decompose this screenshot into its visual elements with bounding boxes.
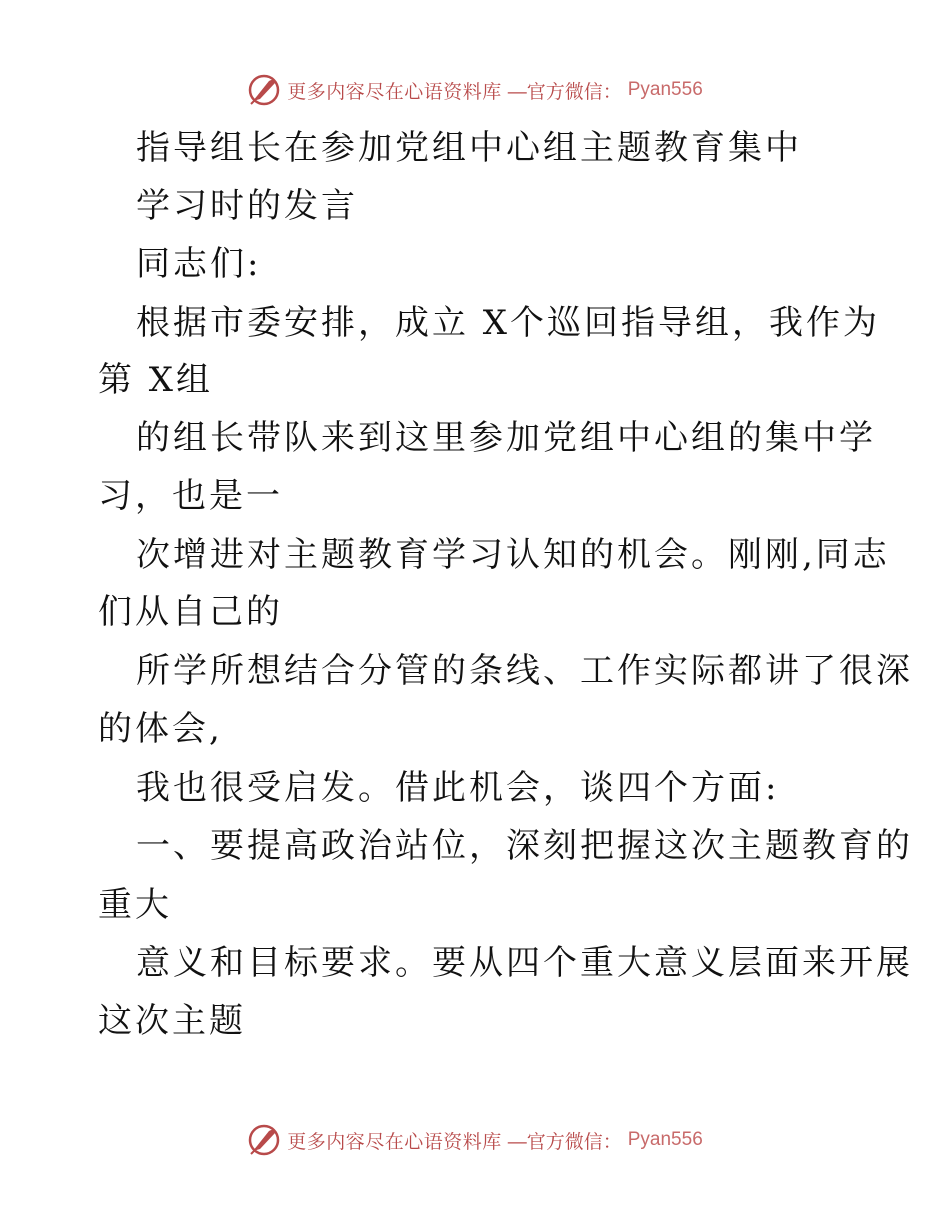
salutation: 同志们: xyxy=(136,244,262,284)
paragraph-line: 的体会, xyxy=(98,709,223,749)
paragraph-line: 次增进对主题教育学习认知的机会。刚刚,同志 xyxy=(136,535,890,575)
paragraph-line: 们从自己的 xyxy=(98,592,283,632)
title-line-2: 学习时的发言 xyxy=(136,186,358,226)
footer-banner-id: Pyan556 xyxy=(627,1129,703,1150)
footer-banner-text: 更多内容尽在心语资料库 xyxy=(287,1130,502,1153)
paragraph-line: 根据市委安排，成立 X个巡回指导组，我作为 xyxy=(136,303,881,343)
footer-watermark-banner xyxy=(0,1120,950,1160)
paragraph-line: 习，也是一 xyxy=(98,476,283,516)
paragraph-line: 所学所想结合分管的条线、工作实际都讲了很深 xyxy=(136,651,913,691)
paragraph-line: 意义和目标要求。要从四个重大意义层面来开展 xyxy=(136,943,913,983)
header-banner-separator: —官方微信： xyxy=(507,81,622,103)
paragraph-line: 第 X组 xyxy=(98,360,214,400)
title-line-1: 指导组长在参加党组中心组主题教育集中 xyxy=(136,128,802,168)
header-banner-text: 更多内容尽在心语资料库 xyxy=(287,80,502,103)
footer-banner-separator: —官方微信： xyxy=(507,1131,622,1153)
section-heading-line: 一、要提高政治站位，深刻把握这次主题教育的 xyxy=(136,826,913,866)
header-banner-id: Pyan556 xyxy=(627,79,703,100)
quill-logo-icon xyxy=(247,1123,281,1157)
quill-logo-icon xyxy=(247,73,281,107)
paragraph-line: 的组长带队来到这里参加党组中心组的集中学 xyxy=(136,418,876,458)
paragraph-line: 我也很受启发。借此机会，谈四个方面: xyxy=(136,768,780,808)
section-heading-line: 重大 xyxy=(98,885,172,925)
header-watermark-banner xyxy=(0,70,950,110)
paragraph-line: 这次主题 xyxy=(98,1001,246,1041)
